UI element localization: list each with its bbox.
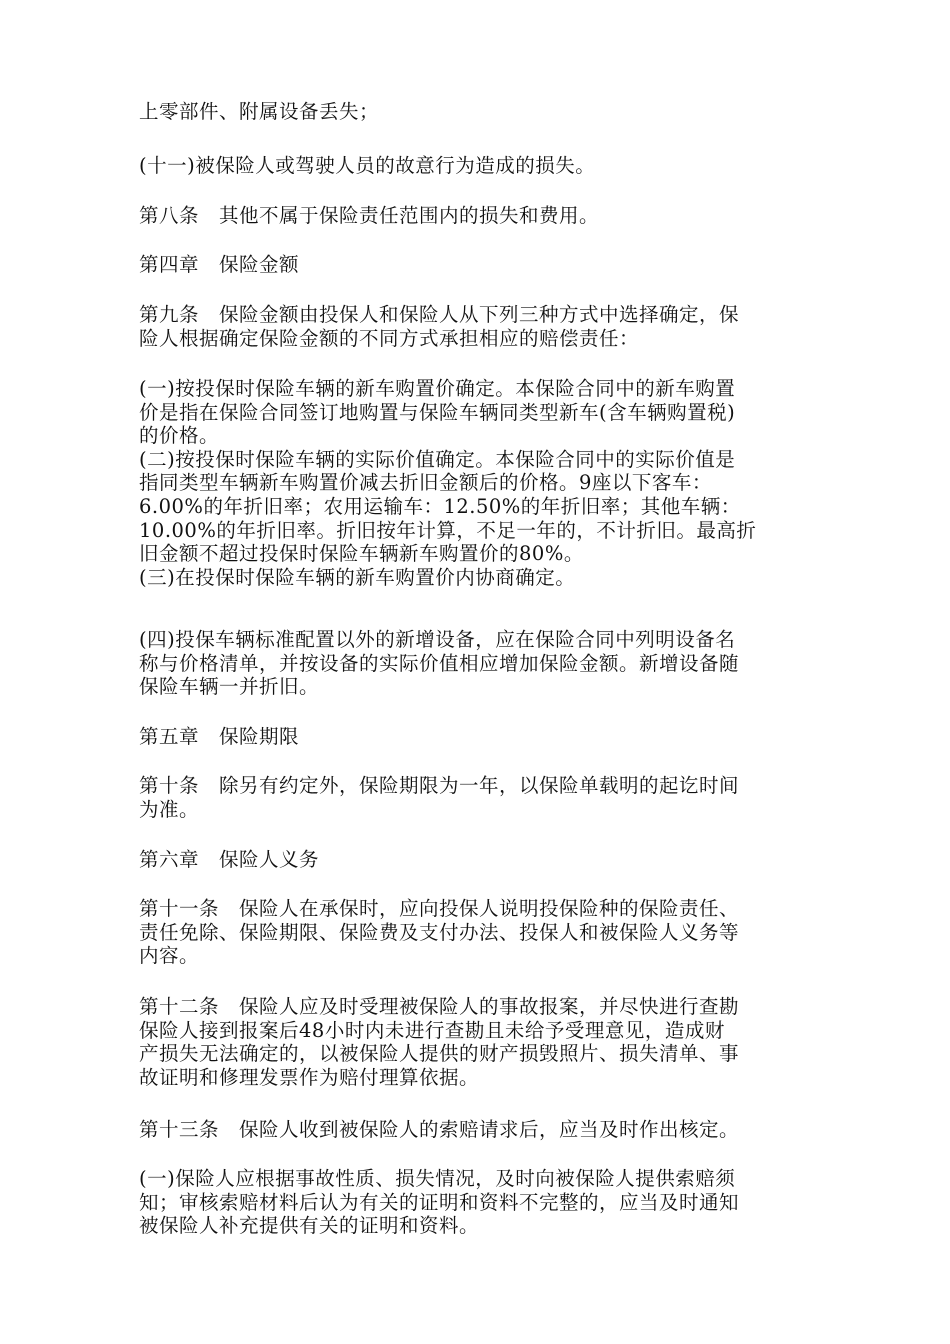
article-10 (139, 774, 817, 821)
text-line: 6.00%的年折旧率；农用运输车：12.50%的年折旧率；其他车辆： (139, 494, 741, 518)
text-line: (二)按投保时保险车辆的实际价值确定。本保险合同中的实际价值是 (139, 447, 736, 471)
article-9 (139, 303, 817, 350)
article-12 (139, 995, 817, 1089)
text-line: 第四章 保险金额 (139, 253, 300, 276)
text-line: 旧金额不超过投保时保险车辆新车购置价的80%。 (139, 542, 584, 566)
text-line: 第十二条 保险人应及时受理被保险人的事故报案，并尽快进行查勘 (139, 995, 740, 1018)
text-line: 的价格。 (139, 424, 220, 448)
article-8 (139, 204, 817, 228)
text-line: 第九条 保险金额由投保人和保险人从下列三种方式中选择确定，保 (139, 303, 740, 326)
text-line: 第十条 除另有约定外，保险期限为一年，以保险单载明的起讫时间 (139, 774, 740, 797)
article-11 (139, 897, 817, 968)
text-line: (一)按投保时保险车辆的新车购置价确定。本保险合同中的新车购置 (139, 377, 736, 400)
text-line: 称与价格清单，并按设备的实际价值相应增加保险金额。新增设备随 (139, 651, 740, 675)
text-line: 产损失无法确定的，以被保险人提供的财产损毁照片、损失清单、事 (139, 1042, 740, 1066)
text-line: 上零部件、附属设备丢失； (139, 100, 380, 123)
text-line: 10.00%的年折旧率。折旧按年计算，不足一年的，不计折旧。最高折 (139, 518, 757, 542)
text-line: 责任免除、保险期限、保险费及支付办法、投保人和被保险人义务等 (139, 920, 740, 944)
paragraph-item-11 (139, 154, 817, 178)
text-line: 指同类型车辆新车购置价减去折旧金额后的价格。9座以下客车： (139, 471, 712, 495)
chapter-4-heading (139, 253, 817, 277)
text-line: 为准。 (139, 797, 200, 821)
text-line: 价是指在保险合同签订地购置与保险车辆同类型新车(含车辆购置税) (139, 400, 736, 424)
article-13-item-1 (139, 1167, 817, 1238)
text-line: 第十一条 保险人在承保时，应向投保人说明投保险种的保险责任、 (139, 897, 740, 920)
text-line: 内容。 (139, 944, 200, 968)
chapter-5-heading (139, 725, 817, 749)
text-line: 故证明和修理发票作为赔付理算依据。 (139, 1065, 480, 1089)
text-line: 险人根据确定保险金额的不同方式承担相应的赔偿责任： (139, 326, 640, 350)
text-line: 第十三条 保险人收到被保险人的索赔请求后，应当及时作出核定。 (139, 1118, 740, 1141)
text-line: (三)在投保时保险车辆的新车购置价内协商确定。 (139, 565, 576, 589)
text-line: 知；审核索赔材料后认为有关的证明和资料不完整的，应当及时通知 (139, 1190, 740, 1214)
text-line: (四)投保车辆标准配置以外的新增设备，应在保险合同中列明设备名 (139, 628, 736, 651)
text-line: (一)保险人应根据事故性质、损失情况，及时向被保险人提供索赔须 (139, 1167, 736, 1190)
chapter-6-heading (139, 848, 817, 872)
text-line: 保险人接到报案后48小时内未进行查勘且未给予受理意见，造成财 (139, 1018, 725, 1042)
text-line: 保险车辆一并折旧。 (139, 675, 320, 699)
text-line: 第五章 保险期限 (139, 725, 300, 748)
text-line: 第六章 保险人义务 (139, 848, 320, 871)
text-line: 第八条 其他不属于保险责任范围内的损失和费用。 (139, 204, 600, 227)
paragraph-1-fragment (139, 100, 817, 124)
article-13 (139, 1118, 817, 1142)
text-line: 被保险人补充提供有关的证明和资料。 (139, 1214, 480, 1238)
article-9-methods (139, 377, 817, 589)
article-9-item-4 (139, 628, 817, 699)
text-line: (十一)被保险人或驾驶人员的故意行为造成的损失。 (139, 154, 596, 177)
